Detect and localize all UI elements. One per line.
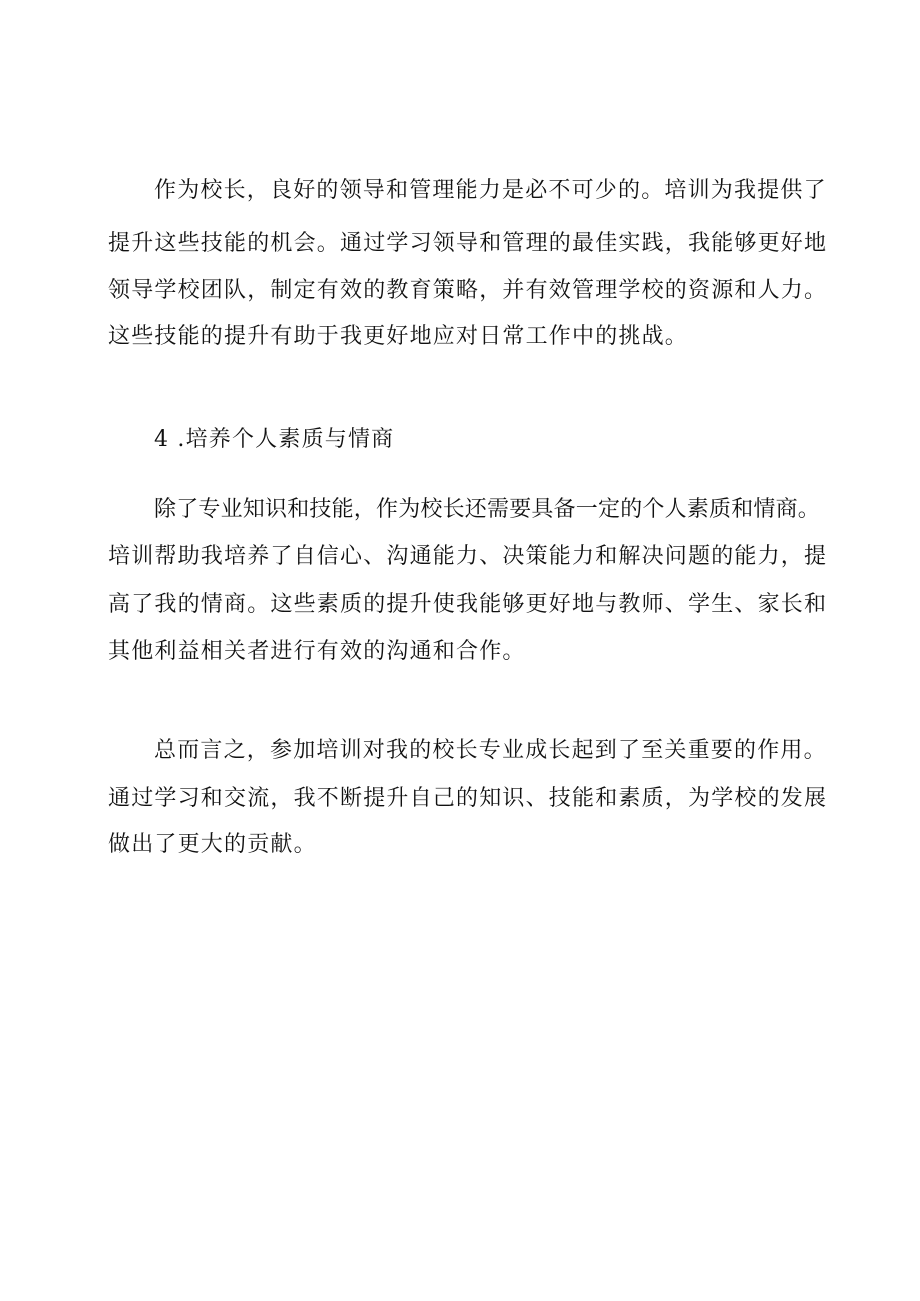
paragraph-1-line-1: 作为校长，良好的领导和管理能力是必不可少的。培训为我提供了 [154, 178, 827, 203]
paragraph-2-line-4: 其他利益相关者进行有效的沟通和合作。 [108, 639, 526, 664]
paragraph-2-line-1: 除了专业知识和技能，作为校长还需要具备一定的个人素质和情商。 [154, 497, 821, 522]
paragraph-1-line-3: 领导学校团队，制定有效的教育策略，并有效管理学校的资源和人力。 [108, 278, 828, 303]
paragraph-2-line-2: 培训帮助我培养了自信心、沟通能力、决策能力和解决问题的能力，提 [108, 544, 828, 569]
paragraph-3-line-1: 总而言之，参加培训对我的校长专业成长起到了至关重要的作用。 [154, 738, 827, 763]
paragraph-2-line-3: 高了我的情商。这些素质的提升使我能够更好地与教师、学生、家长和 [108, 592, 828, 617]
paragraph-1-line-4: 这些技能的提升有助于我更好地应对日常工作中的挑战。 [108, 324, 689, 349]
section-heading: 4 .培养个人素质与情商 [154, 427, 395, 452]
paragraph-3-line-3: 做出了更大的贡献。 [108, 832, 317, 857]
paragraph-1-line-2: 提升这些技能的机会。通过学习领导和管理的最佳实践，我能够更好地 [108, 231, 828, 256]
paragraph-3-line-2: 通过学习和交流，我不断提升自己的知识、技能和素质，为学校的发展 [108, 786, 828, 811]
